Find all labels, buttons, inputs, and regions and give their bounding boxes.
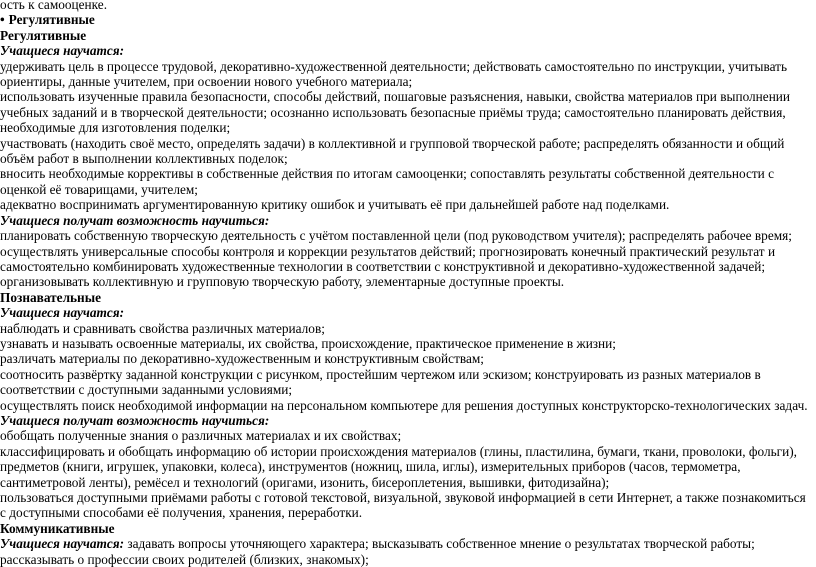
list-item: различать материалы по декоративно-художественным и конструктивным свойствам;	[0, 351, 485, 367]
learn-label-regulative: Учащиеся научатся:	[0, 43, 125, 59]
list-item: организовывать коллективную и групповую творческую работу, элементарные доступные проекты.	[0, 274, 565, 290]
section-heading-regulative: Регулятивные	[0, 27, 87, 43]
list-item: наблюдать и сравнивать свойства различных материалов;	[0, 320, 325, 336]
section-heading-communicative: Коммуникативные	[0, 520, 115, 536]
learn-label-communicative: Учащиеся научатся:	[0, 536, 125, 552]
list-item: пользоваться доступными приёмами работы с готовой текстовой, визуальной, звуковой информацией в сети Интернет, а также познакомиться с доступными способами её получения, хранения, переработки.	[0, 490, 806, 521]
bullet-heading-regulative	[0, 12, 812, 27]
list-item: осуществлять универсальные способы контроля и коррекции результатов действий; прогнозировать конечный практический результат и самостоятельно комбинировать художественные технологии в соответствии с конструктивной и декоративно-художественной задачей;	[0, 243, 776, 274]
opportunity-label-regulative: Учащиеся получат возможность научиться:	[0, 212, 270, 228]
list-item: классифицировать и обобщать информацию об истории происхождения материалов (глины, пластилина, бумаги, ткани, проволоки, фольги), предметов (книги, игрушек, упаковки, колеса), инструментов (ножниц, шила, иглы), измерительных приборов (часов, термометра, сантиметровой ленты), ремёсел и технологий (оригами, изонить, бисероплетения, вышивки, фитодизайна);	[0, 443, 797, 490]
learn-label-cognitive: Учащиеся научатся:	[0, 305, 125, 321]
list-item: удерживать цель в процессе трудовой, декоративно-художественной деятельности; действовать самостоятельно по инструкции, учитывать ориентиры, данные учителем, при освоении нового учебного материала;	[0, 58, 788, 90]
section-heading-cognitive: Познавательные	[0, 289, 101, 305]
list-item: соотносить развёртку заданной конструкции с рисунком, простейшим чертежом или эскизом; конструировать из разных материалов в соответствии с доступными заданными условиями;	[0, 366, 761, 398]
list-item: участвовать (находить своё место, определять задачи) в коллективной и групповой творческой работе; распределять обязанности и общий объём работ в выполнении коллективных поделок;	[0, 135, 785, 167]
list-item: вносить необходимые коррективы в собственные действия по итогам самооценки; сопоставлять результаты собственной деятельности с оценкой её товарищами, учителем;	[0, 166, 775, 197]
learn-inline-text: задавать вопросы уточняющего характера; высказывать собственное мнение о результатах творческой работы;	[127, 536, 755, 552]
learn-line-communicative	[0, 536, 812, 551]
bullet-icon: •	[0, 12, 5, 28]
intro-fragment: ость к самооценке.	[0, 0, 108, 12]
list-item: планировать собственную творческую деятельность с учётом поставленной цели (под руководством учителя); распределять рабочее время;	[0, 228, 792, 244]
list-item: обобщать полученные знания о различных материалах и их свойствах;	[0, 428, 402, 444]
list-item: адекватно воспринимать аргументированную критику ошибок и учитывать её при дальнейшей работе над поделками.	[0, 197, 670, 213]
list-item: узнавать и называть освоенные материалы, их свойства, происхождение, практическое применение в жизни;	[0, 335, 616, 351]
list-item: использовать изученные правила безопасности, способы действий, пошаговые разъяснения, навыки, свойства материалов при выполнении учебных заданий и в творческой деятельности; осознанно использовать безопасные приёмы труда; самостоятельно планировать действия, необходимые для изготовления поделки;	[0, 89, 791, 136]
opportunity-label-cognitive: Учащиеся получат возможность научиться:	[0, 412, 270, 428]
list-item: рассказывать о профессии своих родителей (близких, знакомых);	[0, 551, 369, 567]
bullet-heading-text: Регулятивные	[8, 12, 95, 28]
list-item: осуществлять поиск необходимой информации на персональном компьютере для решения доступных конструкторско-технологических задач.	[0, 397, 808, 413]
